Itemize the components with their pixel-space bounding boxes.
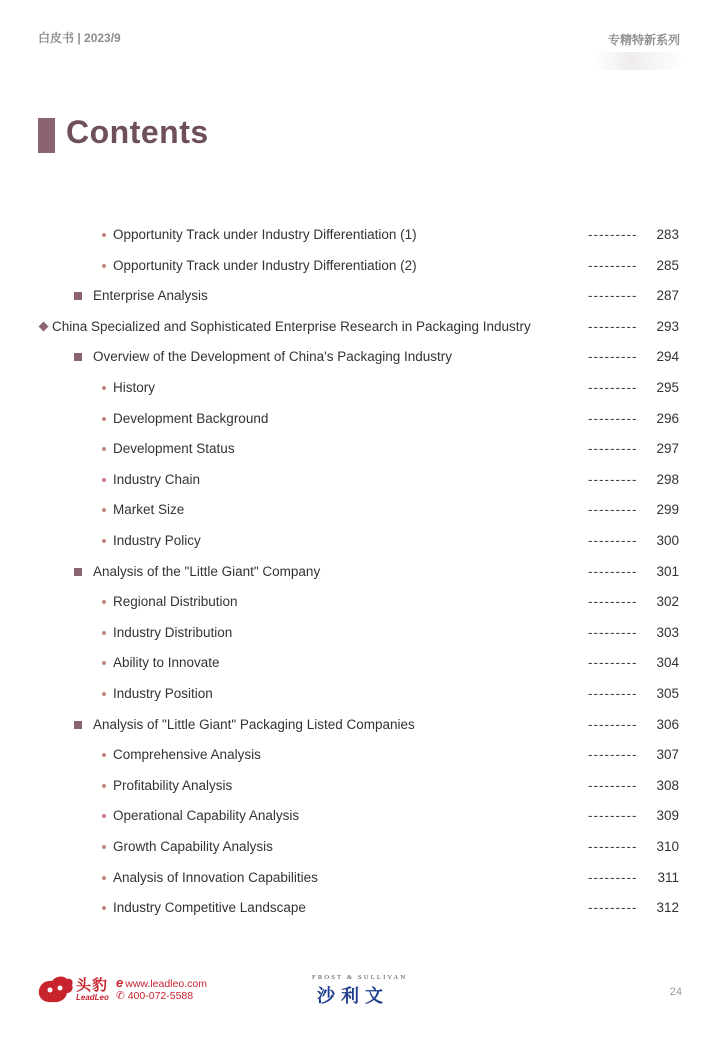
toc-leader: --------- — [588, 777, 638, 793]
web-icon: e — [116, 975, 124, 990]
header-left: 白皮书 | 2023/9 — [38, 31, 121, 45]
toc-entry-label: Analysis of the "Little Giant" Company — [93, 563, 321, 579]
toc-entry-label: Industry Policy — [113, 533, 201, 548]
toc-leader: --------- — [588, 869, 638, 885]
toc-leader: --------- — [588, 502, 638, 518]
toc-entry[interactable] — [0, 805, 720, 827]
toc-leader: --------- — [588, 441, 638, 457]
toc-entry[interactable] — [0, 530, 720, 552]
leadleo-mark-icon — [36, 972, 76, 1006]
toc-entry-label: Profitability Analysis — [113, 777, 233, 793]
toc-entry[interactable] — [0, 714, 720, 736]
toc-entry[interactable] — [0, 438, 720, 460]
toc-page-number: 296 — [656, 410, 679, 426]
toc-page-number: 299 — [656, 502, 679, 518]
toc-page-number: 287 — [656, 288, 679, 304]
toc-entry[interactable] — [0, 744, 720, 766]
toc-leader: --------- — [588, 624, 638, 640]
toc-entry-label: Industry Competitive Landscape — [113, 900, 306, 916]
toc-leader: --------- — [588, 716, 638, 732]
toc-leader: --------- — [588, 900, 638, 916]
toc-entry-label: Enterprise Analysis — [93, 288, 208, 304]
toc-page-number: 294 — [656, 349, 679, 365]
toc-entry[interactable] — [0, 285, 720, 307]
toc-page-number: 302 — [656, 594, 679, 610]
toc-page-number: 283 — [656, 227, 679, 242]
toc-entry[interactable] — [0, 224, 720, 246]
toc-page-number: 293 — [656, 318, 679, 334]
phone-number: 400-072-5588 — [127, 990, 194, 1002]
toc-leader: --------- — [588, 533, 638, 548]
toc-entry[interactable] — [0, 255, 720, 277]
toc-leader: --------- — [588, 410, 638, 426]
toc-page-number: 310 — [656, 839, 679, 854]
toc-entry-label: Regional Distribution — [113, 594, 238, 610]
toc-entry[interactable] — [0, 622, 720, 644]
toc-entry-label: Growth Capability Analysis — [113, 839, 273, 854]
frost-sullivan-cn: 沙利文 — [317, 986, 389, 1006]
toc-entry-label: Analysis of Innovation Capabilities — [113, 869, 318, 885]
toc-page-number: 303 — [656, 624, 679, 640]
toc-page-number: 298 — [656, 471, 679, 487]
toc-page-number: 307 — [656, 747, 679, 763]
toc-page-number: 285 — [656, 257, 679, 273]
toc-entry[interactable] — [0, 499, 720, 521]
toc-page-number: 305 — [656, 686, 679, 701]
toc-leader: --------- — [588, 288, 638, 304]
toc-entry[interactable] — [0, 408, 720, 430]
toc-leader: --------- — [588, 257, 638, 273]
toc-page-number: 304 — [656, 655, 679, 671]
page-number: 24 — [669, 986, 682, 998]
toc-page-number: 309 — [656, 808, 679, 824]
toc-page-number: 308 — [656, 777, 679, 793]
toc-entry[interactable] — [0, 652, 720, 674]
toc-leader: --------- — [588, 747, 638, 763]
toc-entry-label: Opportunity Track under Industry Differentiation (1) — [113, 227, 417, 242]
toc-leader: --------- — [588, 318, 638, 334]
toc-entry-label: Analysis of "Little Giant" Packaging Listed Companies — [93, 716, 415, 732]
toc-entry[interactable] — [0, 591, 720, 613]
toc-entry[interactable] — [0, 775, 720, 797]
toc-entry[interactable] — [0, 469, 720, 491]
toc-page-number: 312 — [656, 900, 679, 916]
phone-line — [116, 990, 193, 1002]
website-link[interactable]: www.leadleo.com — [125, 978, 207, 990]
toc-entry[interactable] — [0, 867, 720, 889]
title-accent-bar — [38, 118, 55, 153]
toc-entry[interactable] — [0, 836, 720, 858]
toc-page-number: 295 — [656, 380, 679, 395]
toc-entry-label: Opportunity Track under Industry Differentiation (2) — [113, 257, 417, 273]
page-title: Contents — [66, 114, 209, 150]
frost-sullivan-en: FROST & SULLIVAN — [312, 974, 408, 981]
toc-entry-label: Comprehensive Analysis — [113, 747, 261, 763]
toc-entry[interactable] — [0, 377, 720, 399]
toc-leader: --------- — [588, 594, 638, 610]
toc-entry[interactable] — [0, 683, 720, 705]
toc-entry-label: Development Status — [113, 441, 235, 457]
toc-entry-label: Industry Distribution — [113, 624, 233, 640]
toc-leader: --------- — [588, 349, 638, 365]
toc-leader: --------- — [588, 808, 638, 824]
header-watermark — [594, 52, 684, 70]
toc-page-number: 300 — [656, 533, 679, 548]
toc-leader: --------- — [588, 839, 638, 854]
toc-entry[interactable] — [0, 316, 720, 338]
toc-leader: --------- — [588, 563, 638, 579]
toc-entry-label: Industry Position — [113, 686, 213, 701]
header-right: 专精特新系列 — [607, 33, 680, 47]
toc-leader: --------- — [588, 655, 638, 671]
toc-page-number: 297 — [656, 441, 679, 457]
toc-page-number: 311 — [657, 869, 679, 885]
toc-entry-label: Industry Chain — [113, 471, 201, 487]
phone-icon: ✆ — [116, 990, 128, 1002]
toc-entry-label: Overview of the Development of China's Packaging Industry — [93, 349, 453, 365]
toc-page-number: 306 — [656, 716, 679, 732]
toc-entry[interactable] — [0, 346, 720, 368]
toc-page-number: 301 — [656, 563, 679, 579]
toc-leader: --------- — [588, 471, 638, 487]
leadleo-cn-name: 头豹 — [76, 977, 109, 994]
toc-leader: --------- — [588, 227, 638, 242]
toc-entry-label: Ability to Innovate — [113, 655, 220, 671]
website-line — [116, 975, 207, 990]
toc-entry-label: Development Background — [113, 410, 269, 426]
toc-entry-label: China Specialized and Sophisticated Enterprise Research in Packaging Industry — [52, 318, 531, 334]
toc-entry-label: Market Size — [113, 502, 185, 518]
toc-entry[interactable] — [0, 561, 720, 583]
toc-entry-label: History — [113, 380, 156, 395]
toc-entry-label: Operational Capability Analysis — [113, 808, 300, 824]
leadleo-en-name: LeadLeo — [76, 993, 109, 1002]
toc-leader: --------- — [588, 686, 638, 701]
toc-entry[interactable] — [0, 897, 720, 919]
toc-leader: --------- — [588, 380, 638, 395]
